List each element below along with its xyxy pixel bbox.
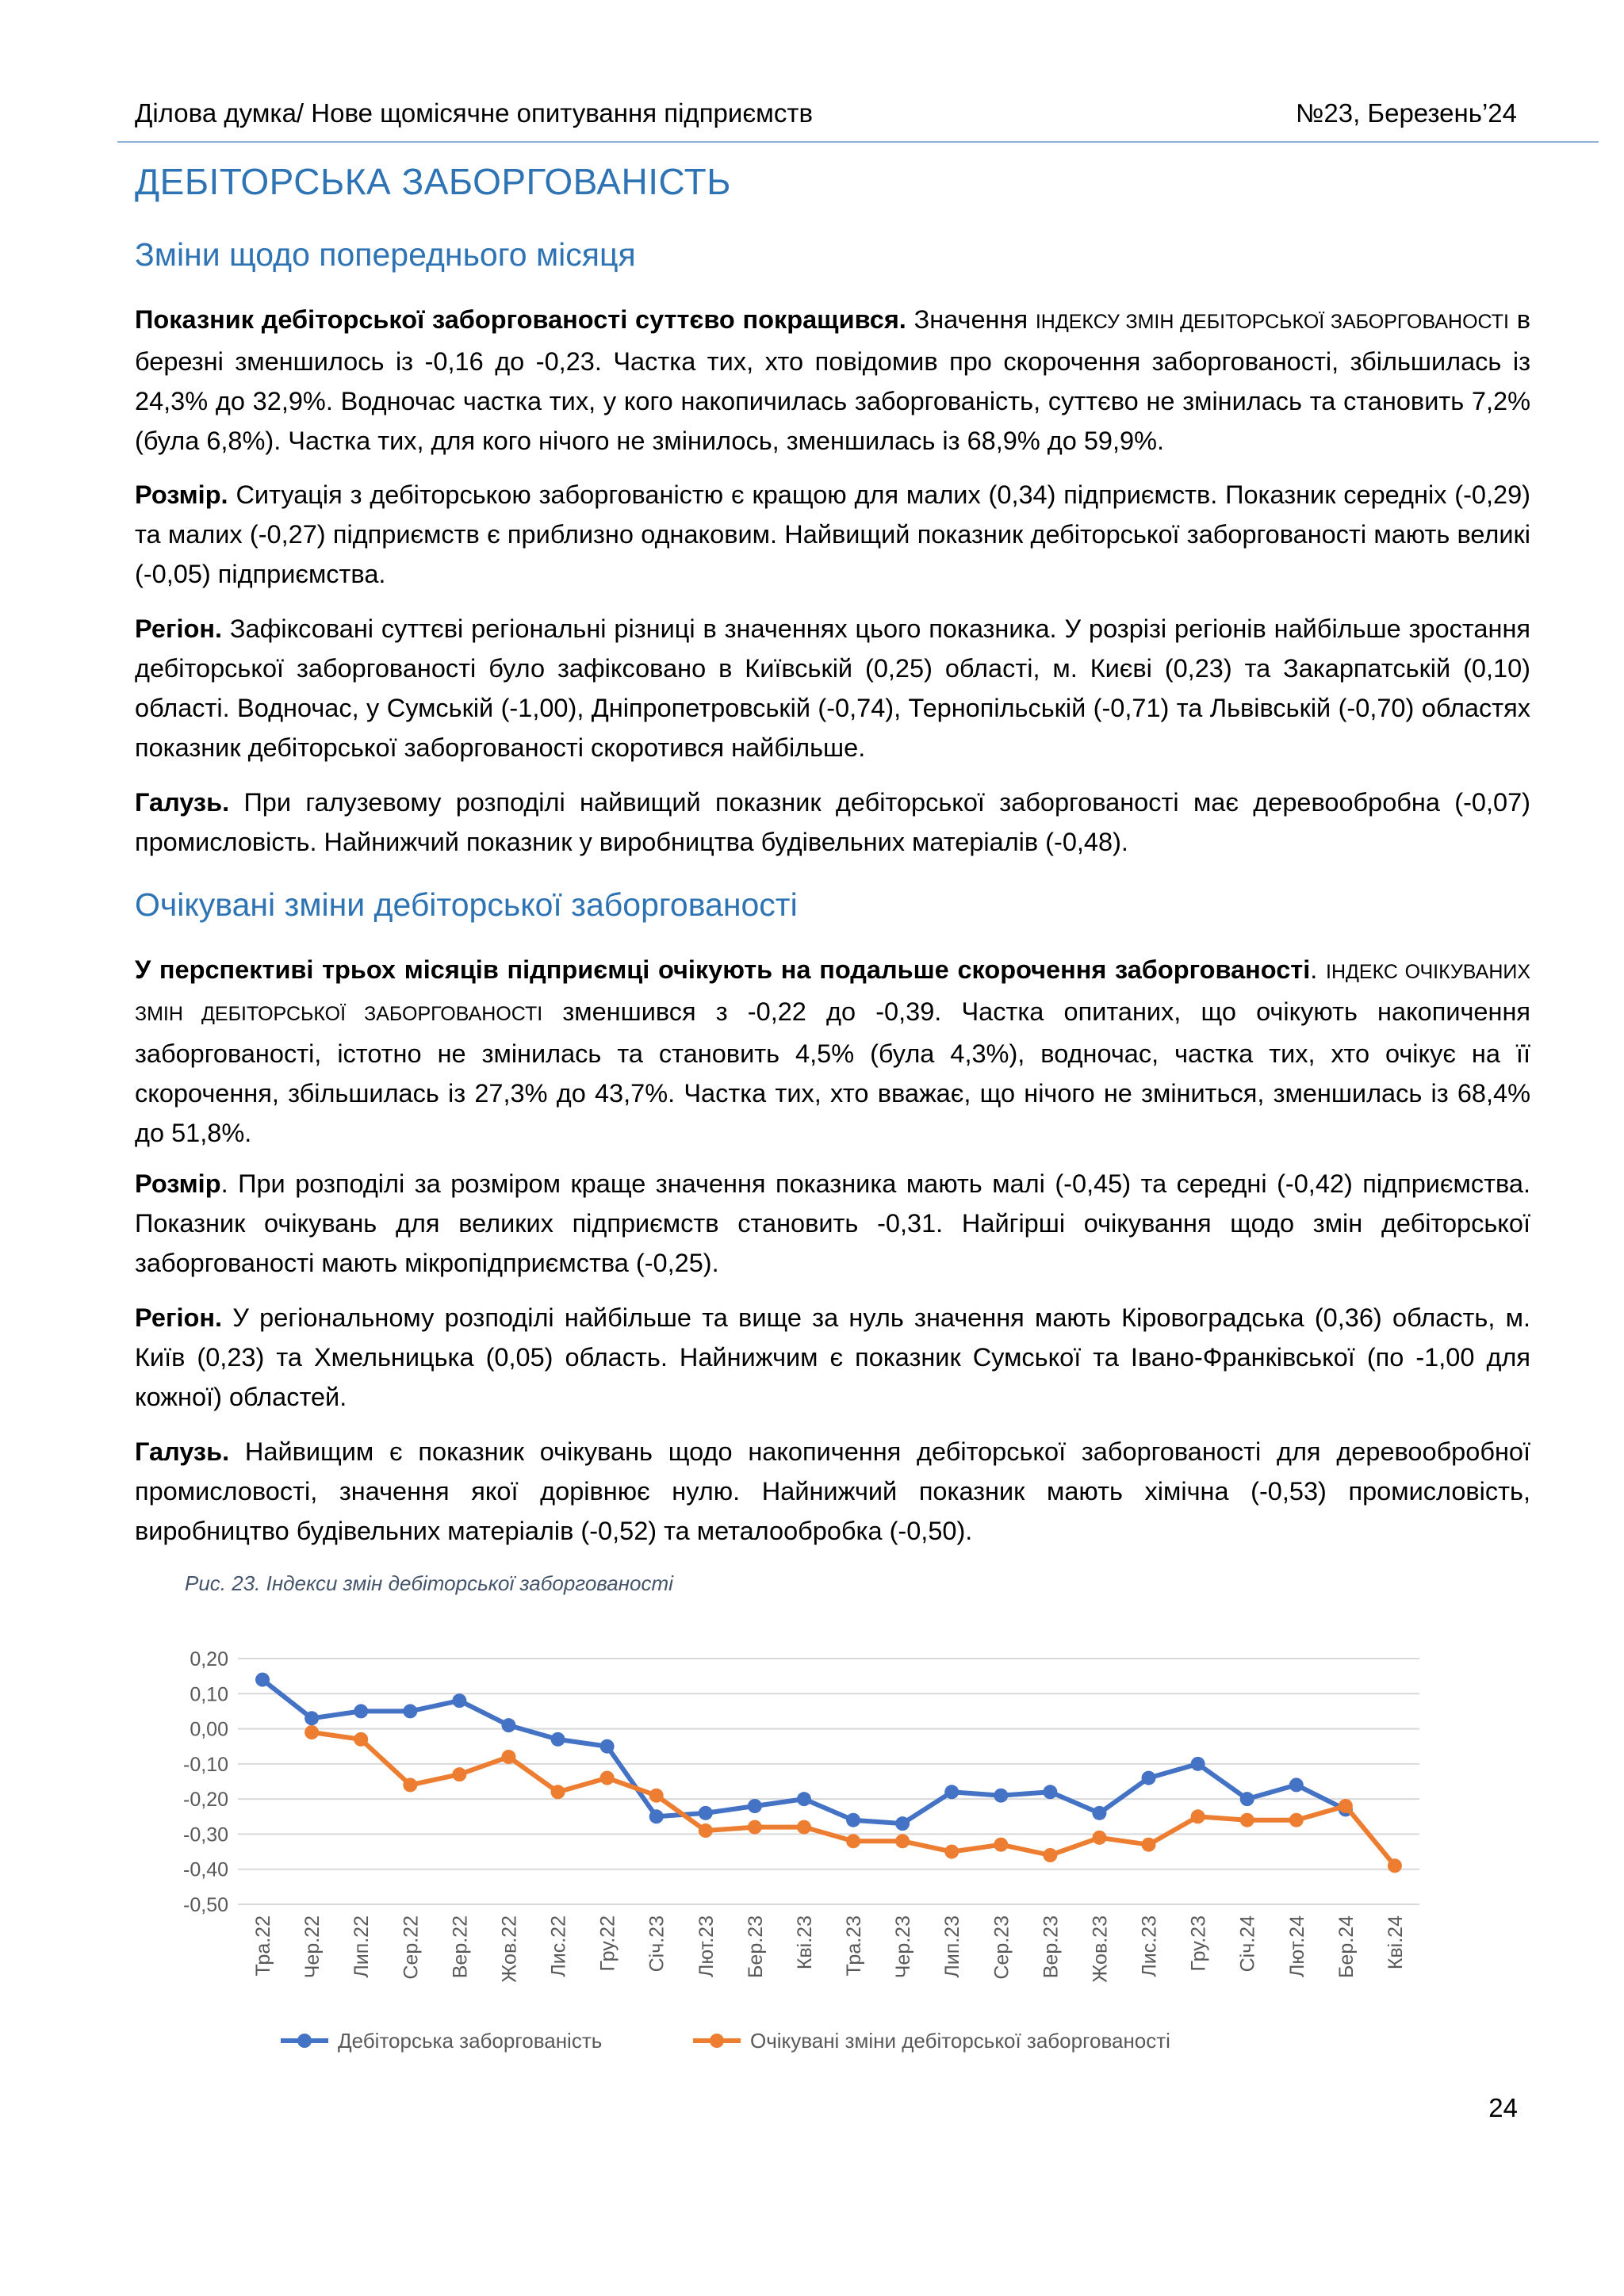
x-tick-label: Жов.23 <box>1089 1915 1112 1983</box>
data-point-receivables <box>1289 1777 1304 1792</box>
x-tick-label: Тра.22 <box>252 1915 275 1976</box>
data-point-receivables <box>600 1739 615 1754</box>
x-tick-label: Кві.23 <box>793 1915 816 1970</box>
data-point-receivables <box>1191 1757 1205 1771</box>
data-point-receivables <box>501 1718 515 1732</box>
data-point-expected <box>895 1834 910 1848</box>
data-point-receivables <box>1092 1806 1106 1820</box>
data-point-expected <box>1092 1831 1106 1845</box>
x-tick-label: Лип.23 <box>941 1915 964 1978</box>
data-point-expected <box>501 1750 515 1764</box>
data-point-expected <box>699 1823 713 1838</box>
data-point-expected <box>748 1820 762 1835</box>
data-point-expected <box>304 1725 319 1739</box>
y-tick-label: -0,30 <box>183 1823 228 1846</box>
x-tick-label: Кві.24 <box>1384 1915 1407 1970</box>
legend-marker-receivables <box>297 2034 312 2048</box>
data-point-expected <box>600 1771 615 1785</box>
data-point-receivables <box>403 1704 417 1718</box>
paragraph-size: Розмір. Ситуація з дебіторською заборгованістю є кращою для малих (0,34) підприємств. Показник середніх (-0,29) та малих (-0,27) підприємств є приблизно однаковим. Найвищий показник дебіторської заборгованості мають великі (-0,05) підприємства. <box>135 480 1530 588</box>
section-heading-monthly-changes: Зміни щодо попереднього місяця <box>135 236 636 273</box>
x-tick-label: Гру.23 <box>1187 1915 1210 1972</box>
data-point-receivables <box>994 1789 1008 1803</box>
data-point-expected <box>994 1838 1008 1852</box>
paragraph-expectations-summary: У перспективі трьох місяців підприємці очікують на подальше скорочення заборгованості. ІНДЕКС ОЧІКУВАНИХ ЗМІН ДЕБІТОРСЬКОЇ ЗАБОРГОВАНОСТІ зменшився з -0,22 до -0,39. Частка опитаних, що очікують накопичення заборгованості, істотно не змінилась та становить 4,5% (була 4,3%), водночас, частка тих, хто очікує на її скорочення, збільшилась із 27,3% до 43,7%. Частка тих, хто вважає, що нічого не зміниться, зменшилась із 68,4% до 51,8%. <box>135 955 1531 1147</box>
data-point-expected <box>1191 1809 1205 1823</box>
x-tick-label: Жов.22 <box>498 1915 521 1983</box>
data-point-expected <box>452 1767 466 1781</box>
x-tick-label: Лют.23 <box>695 1915 718 1978</box>
figure-caption: Рис. 23. Індекси змін дебіторської заборгованості <box>185 1571 673 1595</box>
data-point-receivables <box>748 1799 762 1813</box>
paragraph-industry: Галузь. При галузевому розподілі найвищий показник дебіторської заборгованості має деревообробна (-0,07) промисловість. Найнижчий показник у виробництва будівельних матеріалів (-0,48). <box>135 788 1530 856</box>
x-tick-label: Вер.23 <box>1040 1915 1063 1979</box>
y-tick-label: -0,50 <box>183 1894 228 1916</box>
page-number: 24 <box>1488 2093 1518 2122</box>
data-point-receivables <box>551 1732 565 1747</box>
x-tick-label: Лис.23 <box>1138 1915 1161 1977</box>
data-point-expected <box>1388 1858 1402 1873</box>
legend-label-receivables: Дебіторська заборгованість <box>338 2029 603 2053</box>
x-tick-label: Чер.23 <box>892 1915 915 1979</box>
data-point-receivables <box>846 1813 860 1827</box>
data-point-expected <box>846 1834 860 1848</box>
data-point-receivables <box>255 1673 270 1687</box>
section-heading-expected-changes: Очікувані зміни дебіторської заборгованості <box>135 886 798 923</box>
x-tick-label: Вер.22 <box>449 1915 472 1979</box>
y-tick-label: 0,10 <box>190 1683 228 1706</box>
data-point-receivables <box>452 1693 466 1708</box>
data-point-receivables <box>944 1785 959 1799</box>
header-left: Ділова думка/ Нове щомісячне опитування підприємств <box>135 98 814 128</box>
x-tick-label: Січ.23 <box>645 1915 668 1973</box>
data-point-receivables <box>304 1711 319 1725</box>
data-point-expected <box>1339 1799 1353 1813</box>
paragraph-expectations-region: Регіон. У регіональному розподілі найбільше та вище за нуль значення мають Кіровоградська (0,36) область, м. Київ (0,23) та Хмельницька (0,05) область. Найнижчим є показник Сумської та Івано-Франківської (по -1,00 для кожної) областей. <box>135 1303 1530 1411</box>
y-tick-label: 0,00 <box>190 1718 228 1741</box>
paragraph-expectations-size: Розмір. При розподілі за розміром краще значення показника мають малі (-0,45) та середні (-0,42) підприємства. Показник очікувань для великих підприємств становить -0,31. Найгірші очікування щодо змін дебіторської заборгованості мають мікропідприємства (-0,25). <box>135 1169 1530 1277</box>
data-point-receivables <box>895 1816 910 1831</box>
x-tick-label: Лют.24 <box>1285 1915 1308 1978</box>
page-title: ДЕБІТОРСЬКА ЗАБОРГОВАНІСТЬ <box>135 161 731 202</box>
x-tick-label: Сер.23 <box>990 1915 1013 1980</box>
x-tick-label: Бер.23 <box>744 1915 767 1978</box>
data-point-expected <box>403 1777 417 1792</box>
data-point-expected <box>1289 1813 1304 1827</box>
data-point-receivables <box>1142 1771 1156 1785</box>
x-tick-label: Гру.22 <box>596 1915 619 1972</box>
y-tick-label: 0,20 <box>190 1648 228 1670</box>
legend-marker-expected <box>710 2034 724 2048</box>
x-tick-label: Чер.22 <box>301 1915 324 1979</box>
data-point-receivables <box>354 1704 368 1718</box>
data-point-receivables <box>649 1809 664 1823</box>
data-point-expected <box>1142 1838 1156 1852</box>
legend-label-expected: Очікувані зміни дебіторської заборгованості <box>750 2029 1170 2053</box>
x-tick-label: Лип.22 <box>350 1915 373 1978</box>
data-point-receivables <box>1240 1792 1254 1806</box>
data-point-expected <box>1043 1848 1057 1862</box>
paragraph-lead: Показник дебіторської заборгованості суттєво покращився. <box>135 305 906 334</box>
y-tick-label: -0,10 <box>183 1753 228 1776</box>
x-tick-label: Сер.22 <box>400 1915 423 1980</box>
data-point-expected <box>797 1820 811 1835</box>
header-right: №23, Березень’24 <box>1295 98 1517 128</box>
data-point-expected <box>354 1732 368 1747</box>
paragraph-summary: Показник дебіторської заборгованості суттєво покращився. Значення ІНДЕКСУ ЗМІН ДЕБІТОРСЬКОЇ ЗАБОРГОВАНОСТІ в березні зменшилось із -0,16 до -0,23. Частка тих, хто повідомив про скорочення заборгованості, збільшилась із 24,3% до 32,9%. Водночас частка тих, у кого накопичилась заборгованість, суттєво не змінилась та становить 7,2% (була 6,8%). Частка тих, для кого нічого не змінилось, зменшилась із 68,9% до 59,9%. <box>135 305 1531 455</box>
data-point-expected <box>649 1789 664 1803</box>
y-tick-label: -0,40 <box>183 1858 228 1881</box>
data-point-receivables <box>1043 1785 1057 1799</box>
data-point-expected <box>1240 1813 1254 1827</box>
paragraph-expectations-industry: Галузь. Найвищим є показник очікувань щодо накопичення дебіторської заборгованості для деревообробної промисловості, значення якої дорівнює нулю. Найнижчий показник мають хімічна (-0,53) промисловість, виробництво будівельних матеріалів (-0,52) та металообробка (-0,50). <box>135 1437 1530 1545</box>
x-tick-label: Бер.24 <box>1335 1915 1358 1978</box>
data-point-receivables <box>797 1792 811 1806</box>
x-tick-label: Лис.22 <box>547 1915 570 1977</box>
x-tick-label: Січ.24 <box>1236 1915 1259 1973</box>
paragraph-region: Регіон. Зафіксовані суттєві регіональні різниці в значеннях цього показника. У розрізі регіонів найбільше зростання дебіторської заборгованості було зафіксовано в Київській (0,25) області, м. Києві (0,23) та Закарпатській (0,10) області. Водночас, у Сумській (-1,00), Дніпропетровській (-0,74), Тернопільській (-0,71) та Львівській (-0,70) областях показник дебіторської заборгованості скоротився найбільше. <box>135 614 1530 762</box>
data-point-receivables <box>699 1806 713 1820</box>
data-point-expected <box>551 1785 565 1799</box>
y-tick-label: -0,20 <box>183 1789 228 1812</box>
data-point-expected <box>944 1845 959 1859</box>
x-tick-label: Тра.23 <box>843 1915 866 1976</box>
